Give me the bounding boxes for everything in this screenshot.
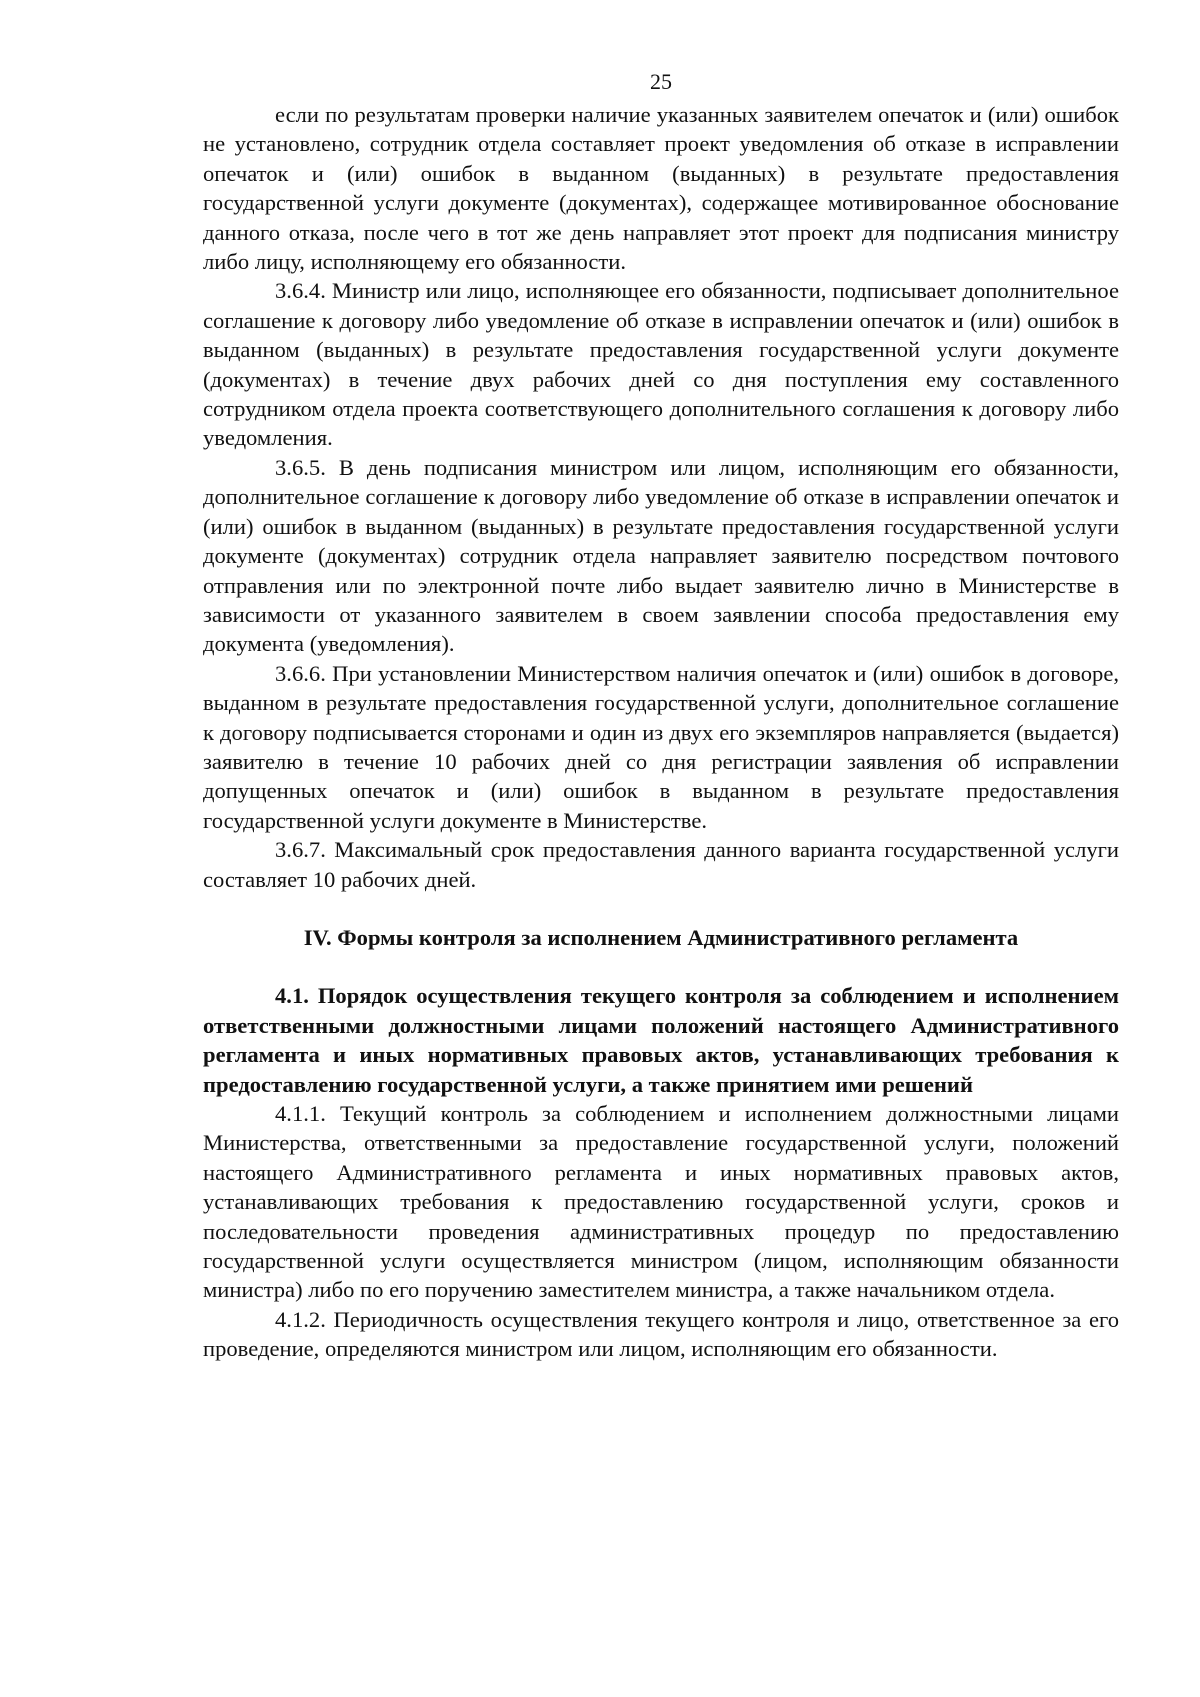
paragraph-3-6-6: 3.6.6. При установлении Министерством наличия опечаток и (или) ошибок в договоре, выданном в результате предоставления государственной услуги, дополнительное соглашение к договору подписывается сторонами и один из двух его экземпляров направляется (выдается) заявителю в течение 10 рабочих дней со дня регистрации заявления об исправлении допущенных опечаток и (или) ошибок в выданном в результате предоставления государственной услуги документе в Министерстве. — [203, 660, 1119, 833]
paragraph-3-6-7: 3.6.7. Максимальный срок предоставления данного варианта государственной услуги составляет 10 рабочих дней. — [203, 837, 1119, 892]
section-heading-iv: IV. Формы контроля за исполнением Административного регламента — [303, 924, 1019, 950]
subsection-heading-4-1: 4.1. Порядок осуществления текущего контроля за соблюдением и исполнением ответственными должностными лицами положений настоящего Административного регламента и иных нормативных правовых актов, устанавливающих требования к предоставлению государственной услуги, а также принятием ими решений — [203, 983, 1119, 1097]
paragraph-3-6-4: 3.6.4. Министр или лицо, исполняющее его обязанности, подписывает дополнительное соглашение к договору либо уведомление об отказе в исправлении опечаток и (или) ошибок в выданном (выданных) в результате предоставления государственной услуги документе (документах) в течение двух рабочих дней со дня поступления ему составленного сотрудником отдела проекта соответствующего дополнительного соглашения к договору либо уведомления. — [203, 278, 1119, 451]
paragraph-4-1-1: 4.1.1. Текущий контроль за соблюдением и исполнением должностными лицами Министерства, ответственными за предоставление государственной услуги, положений настоящего Административного регламента и иных нормативных правовых актов, устанавливающих требования к предоставлению государственной услуги, сроков и последовательности проведения административных процедур по предоставлению государственной услуги осуществляется министром (лицом, исполняющим обязанности министра) либо по его поручению заместителем министра, а также начальником отдела. — [203, 1101, 1119, 1303]
paragraph-4-1-2: 4.1.2. Периодичность осуществления текущего контроля и лицо, ответственное за его проведение, определяются министром или лицом, исполняющим его обязанности. — [203, 1306, 1119, 1362]
paragraph-refusal-notice: если по результатам проверки наличие указанных заявителем опечаток и (или) ошибок не установлено, сотрудник отдела составляет проект уведомления об отказе в исправлении опечаток и (или) ошибок в выданном (выданных) в результате предоставления государственной услуги документе (документах), содержащее мотивированное обоснование данного отказа, после чего в тот же день направляет этот проект для подписания министру либо лицу, исполняющему его обязанности. — [203, 102, 1119, 275]
page-number: 25 — [650, 69, 672, 94]
paragraph-3-6-5: 3.6.5. В день подписания министром или лицом, исполняющим его обязанности, дополнительное соглашение к договору либо уведомление об отказе в исправлении опечаток и (или) ошибок в выданном (выданных) в результате предоставления государственной услуги документе (документах) сотрудник отдела направляет заявителю посредством почтового отправления или по электронной почте либо выдает заявителю лично в Министерстве в зависимости от указанного заявителем в своем заявлении способа предоставления ему документа (уведомления). — [203, 454, 1119, 657]
document-page — [203, 68, 1119, 1364]
